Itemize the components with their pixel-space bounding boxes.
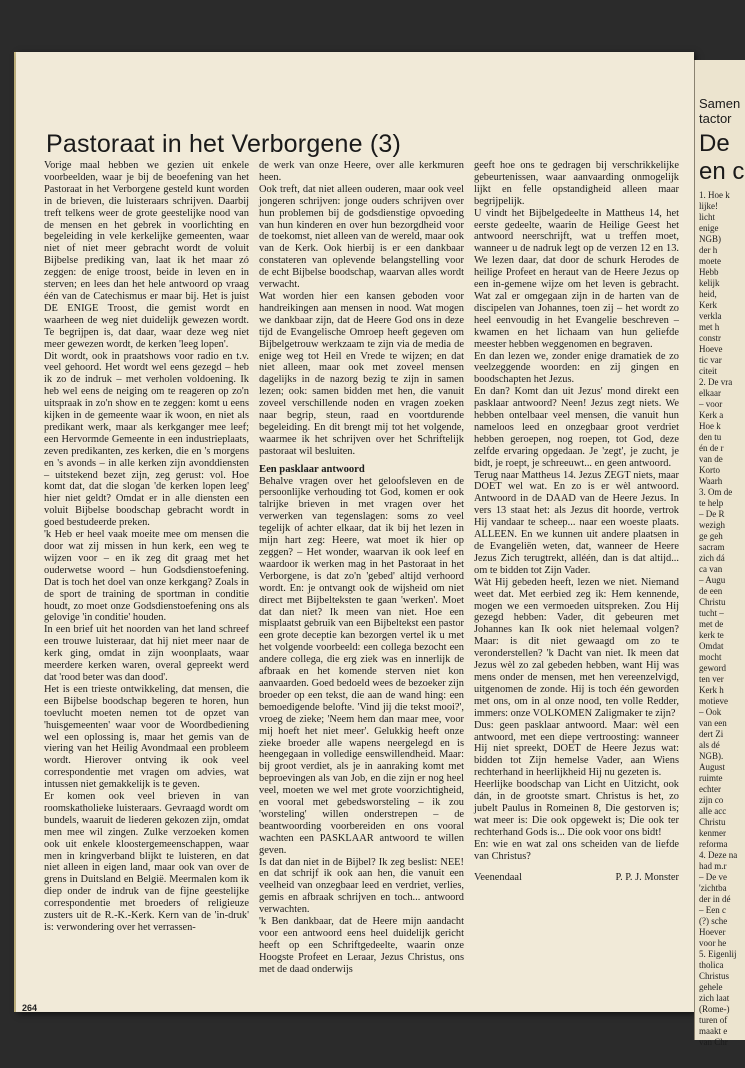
next-page-list-fragment: Christus: [699, 971, 730, 981]
next-page-list-fragment: tucht –: [699, 608, 724, 618]
next-page-list-fragment: kerk te: [699, 630, 724, 640]
signature-name: P. P. J. Monster: [615, 872, 679, 884]
paragraph: 'k Ben dankbaar, dat de Heere mijn aandacht voor een antwoord eens heel duidelijk gericht heeft op een Schriftgedeelte, waarin onze Hoogste Profeet en Leraar, Jezus Christus, ons met de daad onderwijs: [259, 916, 464, 975]
next-page-list-fragment: lijke!: [699, 201, 718, 211]
next-page-list-fragment: ca van: [699, 564, 723, 574]
next-page-list-fragment: ten ver: [699, 674, 724, 684]
next-page-list-fragment: – voor: [699, 399, 723, 409]
paragraph: 'k Heb er heel vaak moeite mee om mensen die door wat zij missen in hun kerk, een weg te wijzen voor – en ik zeg dit graag met het ouderwetse woord – hun Godsdienstoefening. Dat is toch het doel van onze kerkgang? Zoals in de sport de training de sportman in conditie houdt, zo moet onze Godsdienstoefening ons als gelovige 'in conditie' houden.: [44, 529, 249, 624]
next-page-list-fragment: – Ook: [699, 707, 722, 717]
next-page-list-fragment: gehele: [699, 982, 723, 992]
next-page-list-fragment: alle acc: [699, 806, 727, 816]
next-page-list-fragment: ge geh: [699, 531, 723, 541]
page-number: 264: [22, 1003, 38, 1013]
paragraph: Terug naar Mattheus 14. Jezus ZEGT niets, maar DOET wel wat. En zo is er wèl antwoord. Antwoord in de DAAD van de Heere Jezus. In vers 13 staat het: als Jezus dit hoorde, vertrok Hij vandaar te scheep... naar een woeste plaats. ALLEEN. En we kunnen uit andere plaatsen in de Evangeliën weten, dat, wanneer de Heere Jezus Zich terugtrekt, alléén, dan is dat altijd... om te bidden tot Zijn Vader.: [474, 469, 679, 576]
next-page-list-fragment: elkaar: [699, 388, 721, 398]
next-page-list-fragment: als dé: [699, 740, 720, 750]
next-page-list-fragment: met de: [699, 619, 724, 629]
next-page-title: [699, 130, 745, 186]
next-page-title-line: De: [699, 130, 730, 157]
next-page-list-fragment: maakt e: [699, 1026, 728, 1036]
next-page-list-fragment: (Rome-): [699, 1004, 730, 1014]
next-page-list-fragment: der h: [699, 245, 718, 255]
next-page-list-fragment: heid,: [699, 289, 717, 299]
next-page-fragment: [694, 60, 745, 1047]
next-page-list-fragment: citeit: [699, 366, 717, 376]
next-page-list-fragment: – Een c: [699, 905, 726, 915]
next-page-list-fragment: met h: [699, 322, 720, 332]
paragraph: In een brief uit het noorden van het land schreef een trouwe luisteraar, dat hij niet meer naar de kerk ging, omdat in zijn woonplaats, waar meerdere kerken waren, overal gepreekt werd dat 'rood beter was dan dood'.: [44, 624, 249, 683]
next-page-list-fragment: – De ve: [699, 872, 727, 882]
text-column-1: [44, 160, 249, 1018]
paragraph: En dan? Komt dan uit Jezus' mond direkt een pasklaar antwoord? Neen! Jezus zegt niets. We hebben ontelbaar veel mensen, die vanuit hun nameloos leed en onzegbaar groot verdriet hebben geroepen, nog roepen, tot God, deze zelfde ervaring opgedaan. Je 'zegt', je zucht, je bidt, je roept, je schreeuwt... en geen antwoord.: [474, 386, 679, 469]
next-page-list-fragment: Christu: [699, 817, 726, 827]
next-page-list-fragment: 4. Deze na: [699, 850, 738, 860]
next-page-list-fragment: der in dé: [699, 894, 731, 904]
next-page-list-fragment: kelijk: [699, 278, 720, 288]
next-page-list-fragment: – De R: [699, 509, 725, 519]
next-page-list-fragment: zich dá: [699, 553, 725, 563]
next-page-list-fragment: constr: [699, 333, 721, 343]
next-page-list-fragment: Christu: [699, 597, 726, 607]
next-page-list-fragment: van de: [699, 454, 723, 464]
paragraph: Vorige maal hebben we gezien uit enkele voorbeelden, waar je bij de beoefening van het Pastoraat in het Verborgene gesteld kunt worden in de brieven, die luisteraars schrijven. Daarbij treft telkens weer de grote geestelijke nood van de mensen en het gebrek in voorlichting en begeleiding in vele kerkelijke gemeenten, waar niet of niet meer gebracht wordt de voluit Bijbelse prediking van, laat ik het maar zó zeggen: de enige troost, beide in leven en in sterven; en lees dan het hele antwoord op vraag één van de Catechismus er maar bij. Het is juist DE ENIGE Troost, die gemist wordt en waarheen de weg niet duidelijk gewezen wordt. Te begrijpen is, dat daar, waar deze weg niet meer gewezen wordt, de kerken 'leeg lopen'.: [44, 160, 249, 350]
paragraph: U vindt het Bijbelgedeelte in Mattheus 14, het eerste gedeelte, waarin de Heilige Geest het antwoord neerschrijft, wat u treffen moet, wanneer u de nadruk legt op de verzen 12 en 13. We lezen daar, dat door de schurk Herodes de heilige Profeet en heraut van de Heere Jezus op een in-gemene wijze om het leven is gebracht. Wat zal er omgegaan zijn in de harten van de discipelen van Johannes, toen zij – het wordt zo heel eenvoudig in het Evangelie beschreven – kwamen en het lichaam van hun geliefde meester hebben weggenomen en begraven.: [474, 207, 679, 350]
next-page-list-fragment: Omdat: [699, 641, 724, 651]
paragraph: Dus: geen pasklaar antwoord. Maar: wèl een antwoord, met een diepe vertroosting: wanneer Hij niet spreekt, DOET de Heere Jezus wat: bidden tot Zijn hemelse Vader, aan Wiens rechterhand in heerlijkheid Hij nu gezeten is.: [474, 719, 679, 779]
next-page-list-fragment: sacram: [699, 542, 725, 552]
paragraph: Er komen ook veel brieven in van roomskatholieke luisteraars. Gevraagd wordt om bundels, waaruit de liederen gekozen zijn, omdat men mee wil zingen. Zulke verzoeken komen ook uit enkele kloostergemeenschappen, waar men in kringverband blijkt te luisteren, en dat niet alleen in eigen land, maar ook van over de grens in Duitsland en België. Meermalen kom ik diep onder de indruk van de fijne geestelijke correspondentie met broeders of religieuze zusters uit de R.-K.-Kerk. Kern van de 'in-druk' is: verwondering over het verrassen-: [44, 791, 249, 933]
next-page-list-fragment: verkla: [699, 311, 722, 321]
paragraph: Heerlijke boodschap van Licht en Uitzicht, ook dán, in de grootste smart. Christus is het, zo jubelt Paulus in Romeinen 8, Die gestorven is; wat meer is: Die ook opgewekt is; Die ook ter rechterhand Gods is... Die ook voor ons bidt!: [474, 779, 679, 838]
next-page-list-fragment: turen of: [699, 1015, 728, 1025]
next-page-list-fragment: enige: [699, 223, 719, 233]
next-page-list-fragment: (?) sche: [699, 916, 728, 926]
paragraph: Dit wordt, ook in praatshows voor radio en t.v. veel gehoord. Het wordt wel eens gezegd – heb ik zo de indruk – met verholen voldoening. Ik heb wel eens de neiging om te reageren op zo'n uitspraak in zo'n show en te zeggen: komt u eens kijken in de gemeente waar ik woon, en niet als predikant werk, maar als kerkganger mee leef; een Hervormde Gemeente in een industrieplaats, zeven predikanten, zes kerken, die en 's morgens en 's avonds – in alle kerken zijn avonddiensten – uitstekend bezet zijn, zeg gerust: vol. Hoe komt dat, dat die slogan 'de kerken lopen leeg' hier niet geldt? Omdat er in alle diensten een voluit Bijbelse boodschap gebracht wordt in goed bestudeerde preken.: [44, 350, 249, 529]
next-page-list-fragment: de een: [699, 586, 723, 596]
next-page-list-fragment: Kerk a: [699, 410, 724, 420]
next-page-list-fragment: August: [699, 762, 726, 772]
next-page-list-fragment: NGB): [699, 234, 721, 244]
article-title: Pastoraat in het Verborgene (3): [46, 130, 402, 158]
next-page-list-fragment: 1. Hoe k: [699, 190, 730, 200]
next-page-list-fragment: wezigh: [699, 520, 725, 530]
next-page-list-fragment: Hoeve: [699, 344, 723, 354]
next-page-header-line: tactor: [699, 111, 732, 126]
next-page-list-fragment: voor he: [699, 938, 727, 948]
next-page-list-fragment: van een: [699, 718, 727, 728]
paragraph: Het is een trieste ontwikkeling, dat mensen, die een Bijbelse boodschap begeren te horen, hun toevlucht moeten nemen tot de opzet van 'huisgemeenten' waar voor de Woordbediening wel een oplossing is, maar het gemis van de viering van het Heilig Avondmaal een probleem wordt. Hierover ontving ik ook veel correspondentie met vragen om advies, wat intussen niet gemakkelijk is te geven.: [44, 683, 249, 791]
next-page-header-line: Samen: [699, 96, 741, 111]
next-page-list-fragment: Hoever: [699, 927, 726, 937]
next-page-list-fragment: echter: [699, 784, 721, 794]
next-page-list-fragment: den tu: [699, 432, 722, 442]
next-page-list-fragment: mocht: [699, 652, 722, 662]
next-page-list-fragment: Hebb: [699, 267, 719, 277]
next-page-list-fragment: zijn co: [699, 795, 724, 805]
signature: [474, 872, 679, 884]
next-page-list-fragment: 5. Eigenlij: [699, 949, 737, 959]
paragraph: Is dat dan niet in de Bijbel? Ik zeg beslist: NEE! en dat schrijf ik ook aan hen, die vanuit een veelheid van onzegbaar leed en verdriet, verlies, gemis en afbraak schrijven en toch... antwoord verwachten.: [259, 856, 464, 916]
paragraph: Behalve vragen over het geloofsleven en de persoonlijke verhouding tot God, komen er ook talrijke brieven in met vragen over het verwerken van tegenslagen: soms zo veel tegelijk of achter elkaar, dat ik bij het lezen in mijn hart zeg: Heere, wat moet ik hier op zeggen? – Het wonder, waarvan ik ook leef en waardoor ik werken mag in het Pastoraat in het Verborgene, is dat zo'n 'gebed' altijd verhoord wordt. En: je ontvangt ook de wijsheid om niet direct met Bijbelteksten te gaan 'werken'. Moet dat dan niet? Ik meen van niet. Hoe een misplaatst gebruik van een Bijbeltekst een pastor een grote deceptie kan bezorgen vertel ik u met het volgende voorbeeld: een collega bezocht een andere collega, die erg ziek was en innerlijk de afbraak en het komende sterven niet kon aanvaarden. Goed bedoeld wees de bezoeker zijn broeder op een tekst, die aan de wand hing: een bemoedigende belofte. 'Vind jij die tekst mooi?', vroeg de zieke; 'Neem hem dan maar mee, voor mij hoeft het niet meer'. Gelukkig heeft onze zieke broeder alle wapens neergelegd en is heengegaan in volledige eenswillendheid. Maar: bij groot verdiet, als je in aanraking komt met beproevingen als van Job, en die zijn er nog heel veel, moeten we wel met grote voorzichtigheid, en vooral met gebedsworsteling – ik zou 'worsteling' willen onderstrepen – de beantwoording voorbereiden en ons vooral wachten een PASKLAAR antwoord te willen geven.: [259, 475, 464, 856]
paragraph: geeft hoe ons te gedragen bij verschrikkelijke gebeurtenissen, waar aanvaarding onmogelijk lijkt en felle opstandigheid alleen maar begrijpelijk.: [474, 160, 679, 207]
paragraph: Wat worden hier een kansen geboden voor handreikingen aan mensen in nood. Wat mogen we dankbaar zijn, dat de Heere God ons in deze tijd de Evangelische Omroep heeft gegeven om Bijbelgetrouw werkzaam te zijn via de media de enige weg tot Heil en Vrede te wijzen; en dat niet alleen, maar ook met zoveel mensen dagelijks in de nazorg bezig te zijn in samen lezen; ook: samen bidden met hen, die vanuit zoveel verschillende noden en vragen zoeken naar begrip, steun, raad en voortdurende begeleiding. En dit brengt mij tot het volgende, waarmee ik het schrijven over het Schriftelijk pastoraat wil besluiten.: [259, 290, 464, 457]
next-page-list-fragment: Kerk: [699, 300, 717, 310]
paragraph: Ook treft, dat niet alleen ouderen, maar ook veel jongeren schrijven: jonge ouders schrijven over hun problemen bij de godsdienstige opvoeding van hun kinderen en over hun bezorgdheid voor de toekomst, niet alleen van de wereld, maar ook van de Kerk. Ook hierbij is er een dankbaar constateren van oplevende belangstelling voor de echt Bijbelse boodschap, waarvan alles wordt verwacht.: [259, 183, 464, 291]
paragraph: En: wie en wat zal ons scheiden van de liefde van Christus?: [474, 838, 679, 862]
next-page-list-fragment: 2. De vra: [699, 377, 733, 387]
next-page-list-fragment: NGB).: [699, 751, 724, 761]
paragraph: de werk van onze Heere, over alle kerkmuren heen.: [259, 160, 464, 183]
text-column-3: [474, 160, 679, 1020]
next-page-list-fragment: geword: [699, 663, 726, 673]
next-page-list-fragment: én de r: [699, 443, 724, 453]
next-page-list-fragment: tholica: [699, 960, 724, 970]
next-page-list-fragment: Kerk h: [699, 685, 724, 695]
next-page-list-fragment: dert Zi: [699, 729, 724, 739]
next-page-list-fragment: 3. Om de: [699, 487, 733, 497]
next-page-list-fragment: Waarh: [699, 476, 723, 486]
next-page-list: [699, 190, 745, 1048]
paragraph: En dan lezen we, zonder enige dramatiek de zo veelzeggende woorden: en zij gingen en boodschapten het Jezus.: [474, 350, 679, 386]
next-page-list-fragment: motieve: [699, 696, 728, 706]
next-page-list-fragment: moete: [699, 256, 721, 266]
next-page-title-line: en c: [699, 158, 745, 185]
next-page-list-fragment: zich laat: [699, 993, 730, 1003]
next-page-list-fragment: – Augu: [699, 575, 726, 585]
next-page-list-fragment: licht: [699, 212, 715, 222]
next-page-header: [699, 96, 745, 126]
signature-place: Veenendaal: [474, 872, 522, 884]
next-page-list-fragment: ruimte: [699, 773, 723, 783]
next-page-list-fragment: had m.r: [699, 861, 727, 871]
next-page-list-fragment: kenmer: [699, 828, 726, 838]
article-subheading: Een pasklaar antwoord: [259, 463, 365, 475]
magazine-page: [16, 52, 694, 1012]
next-page-list-fragment: tic var: [699, 355, 722, 365]
next-page-list-fragment: 'zichtba: [699, 883, 727, 893]
next-page-list-fragment: reforma: [699, 839, 728, 849]
next-page-list-fragment: Hoe k: [699, 421, 721, 431]
next-page-list-fragment: te help: [699, 498, 724, 508]
next-page-list-fragment: van Chr: [699, 1037, 728, 1047]
text-column-2: [259, 160, 464, 1020]
next-page-list-fragment: Korto: [699, 465, 720, 475]
paragraph: Wàt Hij gebeden heeft, lezen we niet. Niemand weet dat. Met eerbied zeg ik: Hem kennende, mogen we een vermoeden uitspreken. Zou Hij gezegd hebben: Vader, dit gebeuren met Johannes kan Ik ook niet helemaal volgen? Maar: is dit niet gewaagd om zo te veronderstellen? 'k Dacht van niet. Ik meen dat Jezus wèl zo zal gebeden hebben, want Hij was mens onder de mensen, met hen vereenzelvigd, uitgenomen de zonde. Hij is toch één geworden met ons, om in al onze nood, ten volle Redder, immers: onze VOLKOMEN Zaligmaker te zijn?: [474, 576, 679, 719]
